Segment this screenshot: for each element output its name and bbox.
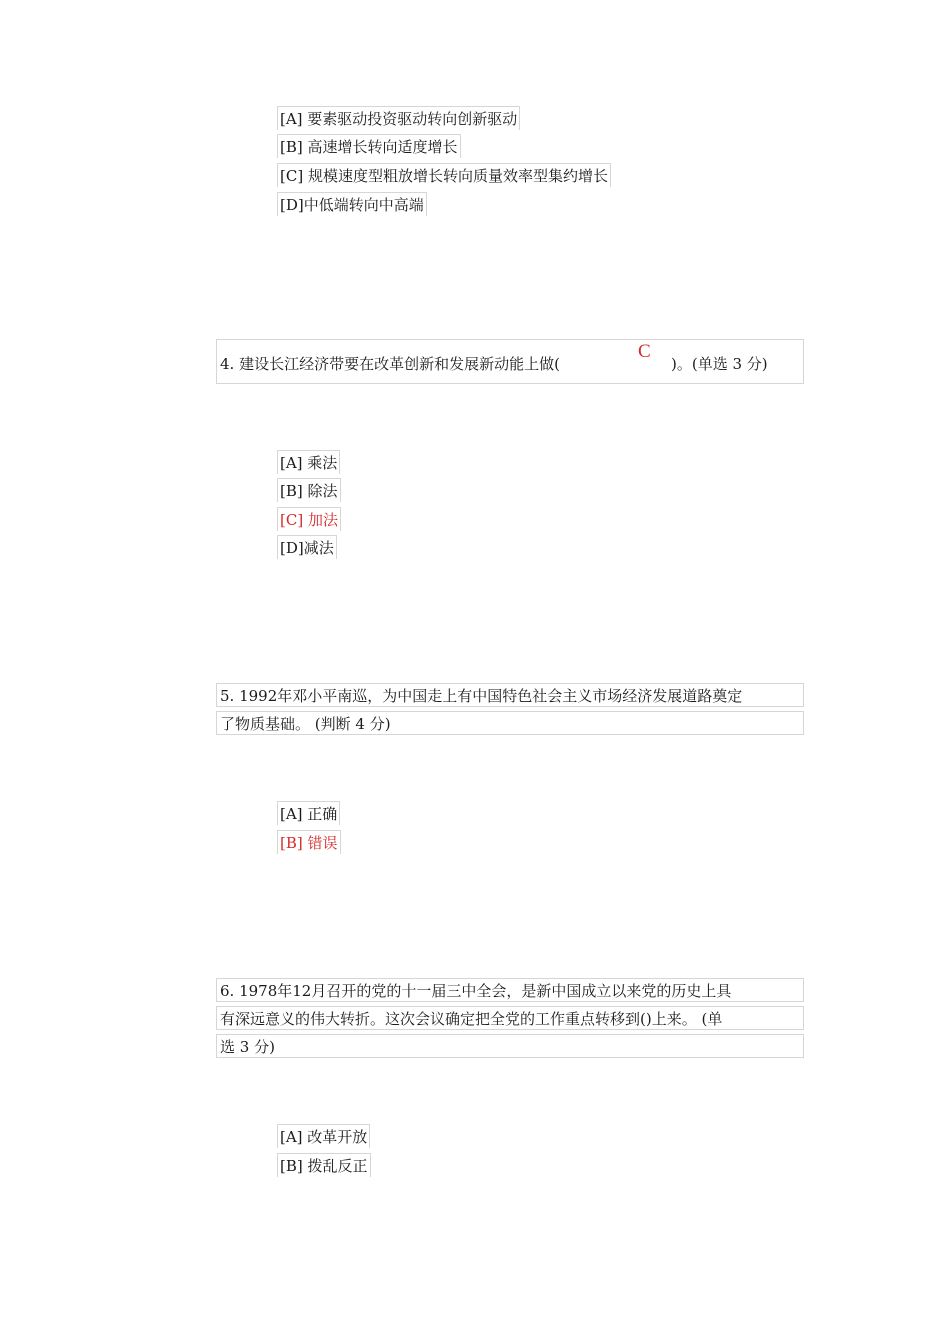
q4-stem-after: )。(单选 3 分) xyxy=(671,355,768,373)
q3-option-b: [B] 高速增长转向适度增长 xyxy=(277,134,461,158)
q3-option-d: [D]中低端转向中高端 xyxy=(277,192,427,216)
q5-option-b: [B] 错误 xyxy=(277,830,341,854)
q4-option-c: [C] 加法 xyxy=(277,507,341,531)
q3-option-a: [A] 要素驱动投资驱动转向创新驱动 xyxy=(277,106,520,130)
q4-option-a: [A] 乘法 xyxy=(277,450,340,474)
q6-option-b: [B] 拨乱反正 xyxy=(277,1153,371,1177)
q6-stem-line-3: 选 3 分) xyxy=(216,1034,804,1058)
q4-stem-before: 4. 建设长江经济带要在改革创新和发展新动能上做( xyxy=(220,355,560,373)
q4-answer-mark: C xyxy=(638,341,651,362)
q4-option-b: [B] 除法 xyxy=(277,478,341,502)
q5-stem-line-2: 了物质基础。 (判断 4 分) xyxy=(216,711,804,735)
q6-option-a: [A] 改革开放 xyxy=(277,1124,370,1148)
q5-stem-line-1: 5. 1992年邓小平南巡，为中国走上有中国特色社会主义市场经济发展道路奠定 xyxy=(216,683,804,707)
q5-option-a: [A] 正确 xyxy=(277,801,340,825)
q4-option-d: [D]减法 xyxy=(277,535,337,559)
q4-stem xyxy=(216,339,804,384)
q6-stem-line-2: 有深远意义的伟大转折。这次会议确定把全党的工作重点转移到()上来。 (单 xyxy=(216,1006,804,1030)
q3-option-c: [C] 规模速度型粗放增长转向质量效率型集约增长 xyxy=(277,163,611,187)
q6-stem-line-1: 6. 1978年12月召开的党的十一届三中全会，是新中国成立以来党的历史上具 xyxy=(216,978,804,1002)
